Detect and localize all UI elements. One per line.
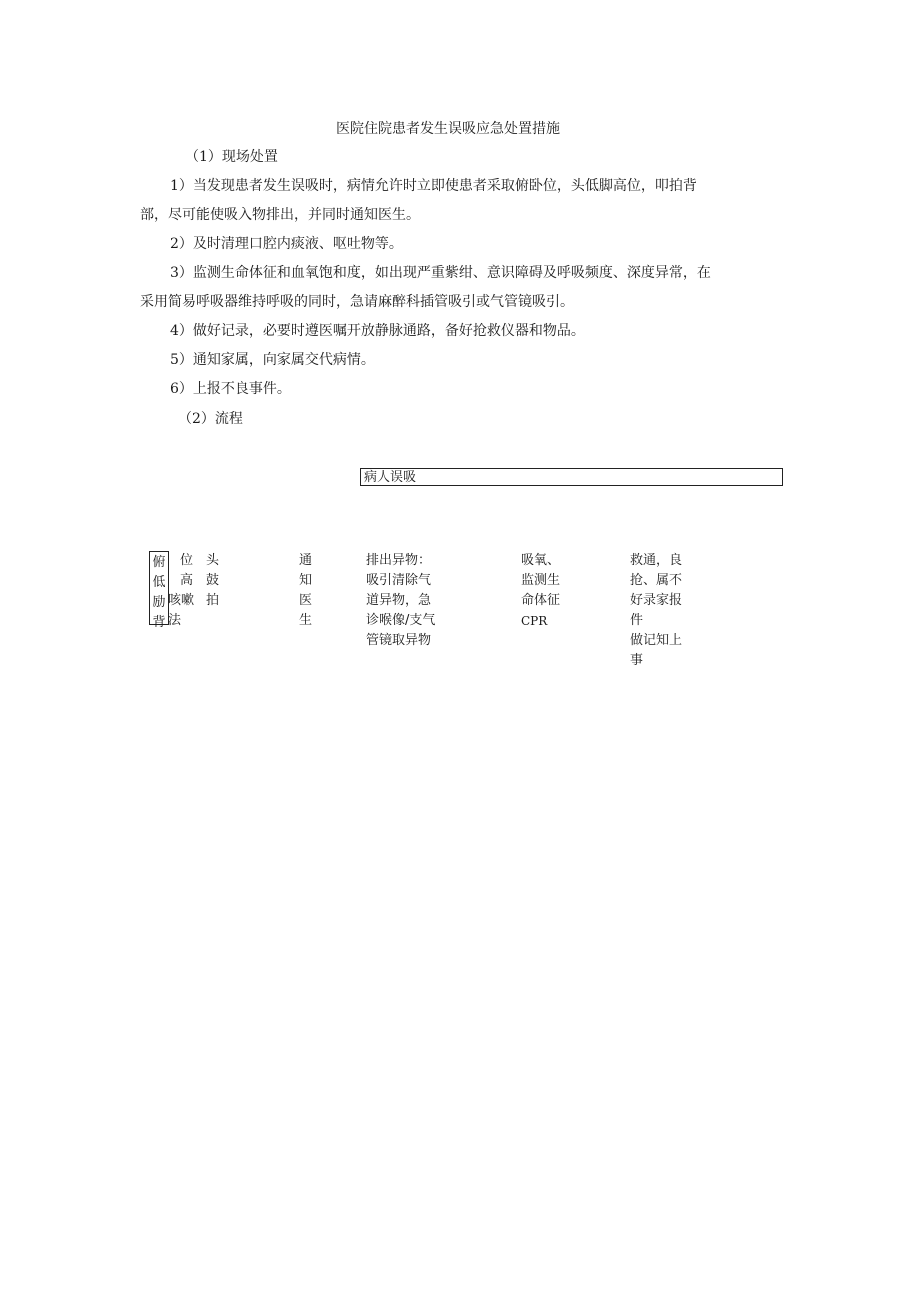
flow-col-remove-foreign-body: 排出异物： 吸引清除气 道异物，急 诊喉像/支气 管镜取异物 [366, 553, 436, 648]
paragraph-3-line-2: 采用简易呼吸器维持呼吸的同时，急请麻醉科插管吸引或气管镜吸引。 [140, 294, 574, 310]
flow-col-notify-doctor: 通 知 医 生 [299, 553, 313, 628]
flow-col-3: 头 鼓 拍 [206, 553, 220, 608]
flow-col-record-report: 救通，良 抢、属不 好录家报 件 做记知上 事 [630, 553, 683, 668]
paragraph-5: 5）通知家属，向家属交代病情。 [170, 352, 375, 368]
paragraph-2: 2）及时清理口腔内痰液、呕吐物等。 [170, 236, 403, 252]
flow-start-box: 病人误吸 [360, 468, 783, 486]
section-heading-2: （2）流程 [178, 411, 243, 427]
paragraph-1-line-1: 1）当发现患者发生误吸时，病情允许时立即使患者采取俯卧位，头低脚高位，叩拍背 [170, 178, 697, 194]
section-heading-1: （1）现场处置 [185, 149, 278, 165]
flow-col-oxygen-monitoring: 吸氧、 监测生 命体征 CPR [521, 553, 561, 628]
page-title: 医院住院患者发生误吸应急处置措施 [336, 121, 560, 137]
paragraph-3-line-1: 3）监测生命体征和血氧饱和度，如出现严重紫绀、意识障碍及呼吸频度、深度异常，在 [170, 265, 711, 281]
paragraph-1-line-2: 部，尽可能使吸入物排出，并同时通知医生。 [140, 207, 420, 223]
flow-col-2: 位 高 咳嗽 法 [168, 553, 195, 628]
flow-col-1: 俯 低 励 背 [149, 551, 169, 625]
paragraph-4: 4）做好记录，必要时遵医嘱开放静脉通路，备好抢救仪器和物品。 [170, 323, 585, 339]
paragraph-6: 6）上报不良事件。 [170, 381, 291, 397]
